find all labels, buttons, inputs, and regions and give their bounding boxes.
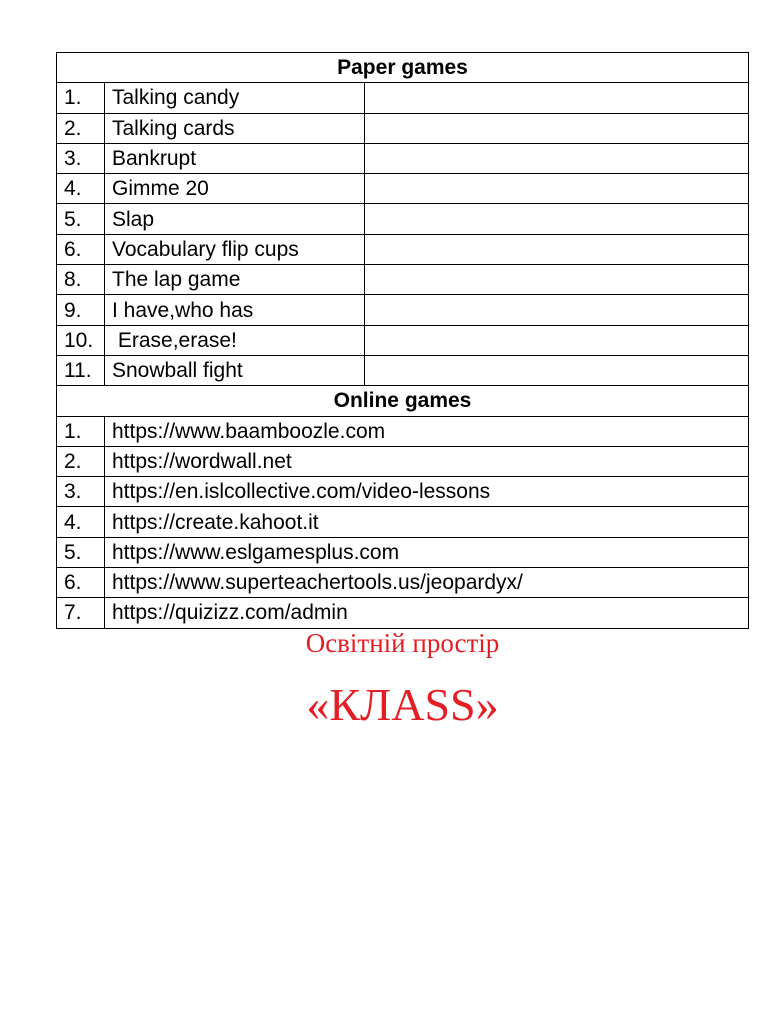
row-number: 6. (57, 234, 105, 264)
row-number: 2. (57, 113, 105, 143)
paper-game-row (57, 265, 749, 295)
online-game-row (57, 598, 749, 628)
row-number: 11. (57, 355, 105, 385)
empty-cell (365, 83, 749, 113)
game-name: Gimme 20 (105, 174, 365, 204)
paper-game-row (57, 83, 749, 113)
row-number: 3. (57, 143, 105, 173)
game-name: Erase,erase! (105, 325, 365, 355)
game-url: https://quizizz.com/admin (105, 598, 749, 628)
row-number: 4. (57, 174, 105, 204)
game-url: https://en.islcollective.com/video-lessons (105, 477, 749, 507)
row-number: 2. (57, 446, 105, 476)
row-number: 7. (57, 598, 105, 628)
empty-cell (365, 204, 749, 234)
game-url: https://www.eslgamesplus.com (105, 537, 749, 567)
game-url: https://www.superteachertools.us/jeopardyx/ (105, 568, 749, 598)
game-name: Slap (105, 204, 365, 234)
watermark-line-2: «КЛАSS» (306, 679, 499, 730)
empty-cell (365, 355, 749, 385)
games-table (56, 52, 749, 629)
row-number: 6. (57, 568, 105, 598)
watermark-line-1: Освітній простір (305, 628, 500, 658)
online-games-header-row (57, 386, 749, 416)
game-name: Bankrupt (105, 143, 365, 173)
game-name: The lap game (105, 265, 365, 295)
paper-game-row (57, 234, 749, 264)
online-game-row (57, 446, 749, 476)
paper-game-row (57, 325, 749, 355)
row-number: 5. (57, 204, 105, 234)
row-number: 10. (57, 325, 105, 355)
row-number: 4. (57, 507, 105, 537)
online-game-row (57, 477, 749, 507)
online-game-row (57, 568, 749, 598)
empty-cell (365, 113, 749, 143)
game-name: I have,who has (105, 295, 365, 325)
online-game-row (57, 507, 749, 537)
game-name: Talking candy (105, 83, 365, 113)
paper-game-row (57, 113, 749, 143)
paper-game-row (57, 355, 749, 385)
row-number: 1. (57, 416, 105, 446)
online-game-row (57, 416, 749, 446)
row-number: 8. (57, 265, 105, 295)
row-number: 5. (57, 537, 105, 567)
empty-cell (365, 143, 749, 173)
empty-cell (365, 234, 749, 264)
game-name: Talking cards (105, 113, 365, 143)
paper-game-row (57, 204, 749, 234)
row-number: 1. (57, 83, 105, 113)
empty-cell (365, 174, 749, 204)
game-url: https://www.baamboozle.com (105, 416, 749, 446)
row-number: 3. (57, 477, 105, 507)
online-game-row (57, 537, 749, 567)
game-name: Vocabulary flip cups (105, 234, 365, 264)
paper-game-row (57, 295, 749, 325)
game-url: https://create.kahoot.it (105, 507, 749, 537)
empty-cell (365, 325, 749, 355)
paper-games-heading: Paper games (57, 53, 749, 83)
paper-game-row (57, 143, 749, 173)
online-games-heading: Online games (57, 386, 749, 416)
empty-cell (365, 295, 749, 325)
paper-games-header-row (57, 53, 749, 83)
row-number: 9. (57, 295, 105, 325)
empty-cell (365, 265, 749, 295)
paper-game-row (57, 174, 749, 204)
game-name: Snowball fight (105, 355, 365, 385)
game-url: https://wordwall.net (105, 446, 749, 476)
